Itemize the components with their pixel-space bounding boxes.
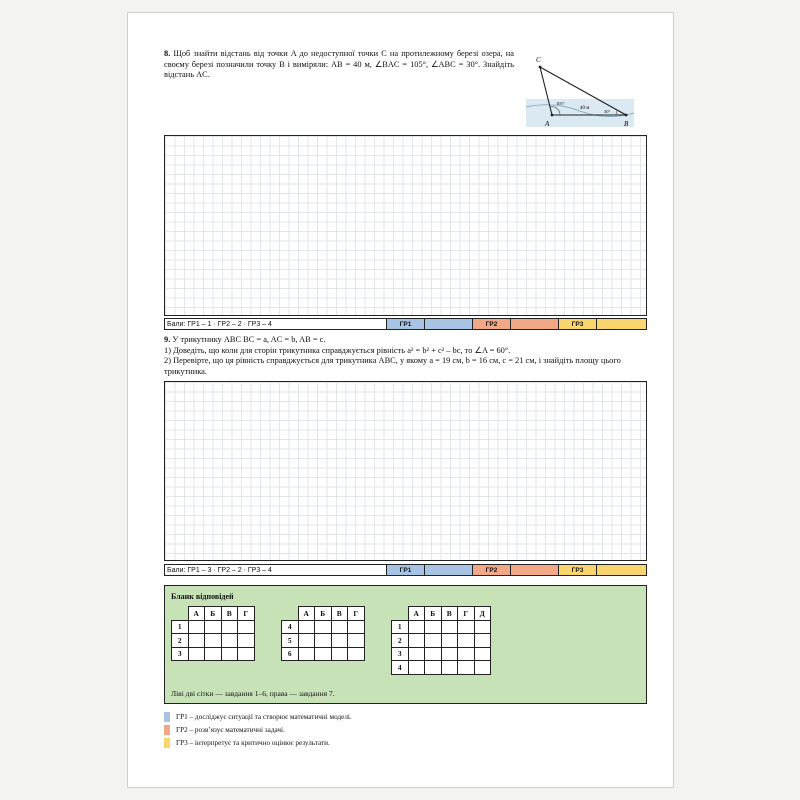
answer-cell[interactable] [188,634,205,648]
answer-cell[interactable] [425,647,442,661]
answer-cell[interactable] [408,634,425,648]
answer-cell[interactable] [474,647,491,661]
answer-cell[interactable] [221,647,238,661]
task-8-gr3-box[interactable] [597,319,646,329]
answer-cell[interactable] [315,620,332,634]
answer-cell[interactable] [425,661,442,675]
answer-row-6: 6 [282,647,365,661]
answer-cell[interactable] [408,647,425,661]
task-8-score-label: Бали: ГР1 – 1 · ГР2 – 2 · ГР3 – 4 [165,319,387,329]
answer-cell[interactable] [298,647,315,661]
answer-cell[interactable] [458,647,475,661]
answer-sheet [164,585,647,704]
worksheet-page [127,12,674,788]
answer-cell[interactable] [205,634,222,648]
legend-gr3: ГР3 – інтерпретує та критично оцінює результати. [164,738,330,748]
side-ab-label: 40 м [580,106,590,111]
answer-cell[interactable] [425,620,442,634]
task-8-gr3-label: ГР3 [559,319,597,329]
answer-row-5: 5 [282,634,365,648]
task-9-gr3-label: ГР3 [559,565,597,575]
answer-cell[interactable] [441,634,458,648]
answer-grid-4-6 [281,606,365,661]
task-9-answer-grid[interactable] [164,381,647,561]
legend-gr2: ГР2 – розв’язує математичні задачі. [164,725,285,735]
task-8-gr2-box[interactable] [511,319,559,329]
answer-cell[interactable] [188,647,205,661]
answer-cell[interactable] [474,634,491,648]
point-a [551,114,554,117]
answer-cell[interactable] [474,620,491,634]
task-9-gr3-box[interactable] [597,565,646,575]
task-8-body: Щоб знайти відстань від точки A до недоступної точки C на протилежному березі озера, на своєму березі позначили точку B і виміряли: AB = 40 м, ∠BAC = 105°, ∠ABC = 30°. Знайдіть відстань AC. [164,49,514,80]
answer-row-1: 1 [172,620,255,634]
answer-cell[interactable] [221,620,238,634]
task-9-gr1-label: ГР1 [387,565,425,575]
task-9-line-2: 1) Доведіть, що коли для сторін трикутника справджується рівність a² = b² + c² – bc, то ∠A = 60°. [164,345,511,355]
task-9-score-label: Бали: ГР1 – 3 · ГР2 – 2 · ГР3 – 4 [165,565,387,575]
answer-row-3: 3 [172,647,255,661]
answer-cell[interactable] [205,620,222,634]
answer-cell[interactable] [221,634,238,648]
answer-cell[interactable] [331,620,348,634]
answer-cell[interactable] [188,620,205,634]
answer-cell[interactable] [238,634,255,648]
task-8-number: 8. [164,49,171,58]
task-9-gr2-label: ГР2 [473,565,511,575]
task-9-number: 9. [164,335,171,344]
answer-cell[interactable] [458,634,475,648]
answer-cell[interactable] [331,647,348,661]
answer-grid-7 [391,606,491,675]
answer-sheet-title: Бланк відповідей [171,592,234,601]
answer-grid-header: А Б В Г [282,607,365,621]
answer-grid-header: А Б В Г [172,607,255,621]
legend-gr2-swatch [164,725,170,735]
answer-grid-header: А Б В Г Д [392,607,491,621]
answer-cell[interactable] [441,661,458,675]
answer-cell[interactable] [425,634,442,648]
task-8-answer-grid[interactable] [164,135,647,316]
label-b: B [624,120,629,128]
task-9-text [164,335,647,377]
answer-row-2: 2 [172,634,255,648]
task-9-score-row [164,564,647,576]
lake-triangle-figure [524,53,636,129]
angle-b-label: 30° [604,109,611,114]
answer-cell[interactable] [348,647,365,661]
answer-grid-1-3 [171,606,255,661]
legend-gr3-swatch [164,738,170,748]
angle-a-label: 105° [556,101,565,106]
task-9-gr2-box[interactable] [511,565,559,575]
legend-gr1-swatch [164,712,170,722]
answer-row-7-3: 3 [392,647,491,661]
legend-gr1: ГР1 – досліджує ситуації та створює математичні моделі. [164,712,352,722]
task-8-gr2-label: ГР2 [473,319,511,329]
answer-row-7-4: 4 [392,661,491,675]
answer-cell[interactable] [348,620,365,634]
answer-row-7-1: 1 [392,620,491,634]
answer-cell[interactable] [348,634,365,648]
answer-cell[interactable] [238,620,255,634]
answer-cell[interactable] [298,634,315,648]
answer-cell[interactable] [474,661,491,675]
answer-cell[interactable] [408,661,425,675]
answer-cell[interactable] [441,620,458,634]
task-8-gr1-box[interactable] [425,319,473,329]
task-9-line-1: 9. У трикутнику ABC BC = a, AC = b, AB = c. [164,335,326,344]
task-9-gr1-box[interactable] [425,565,473,575]
answer-row-7-2: 2 [392,634,491,648]
answer-cell[interactable] [315,634,332,648]
answer-cell[interactable] [458,661,475,675]
label-a: A [545,120,550,128]
answer-cell[interactable] [441,647,458,661]
lake-water [526,99,634,127]
answer-cell[interactable] [205,647,222,661]
label-c: C [536,56,541,64]
answer-cell[interactable] [298,620,315,634]
answer-cell[interactable] [238,647,255,661]
point-b [625,114,628,117]
task-8-text [164,49,514,81]
answer-cell[interactable] [408,620,425,634]
answer-row-4: 4 [282,620,365,634]
task-8-score-row [164,318,647,330]
answer-cell[interactable] [458,620,475,634]
task-9-line-3: 2) Перевірте, що ця рівність справджується для трикутника ABC, у якому a = 19 см, b = 16 см, c = 21 см, і знайдіть площу цього трикутника. [164,356,621,376]
answer-cell[interactable] [315,647,332,661]
answer-sheet-note: Ліві дві сітки — завдання 1–6, права — завдання 7. [171,689,335,698]
task-8-gr1-label: ГР1 [387,319,425,329]
point-c [539,66,542,69]
answer-cell[interactable] [331,634,348,648]
